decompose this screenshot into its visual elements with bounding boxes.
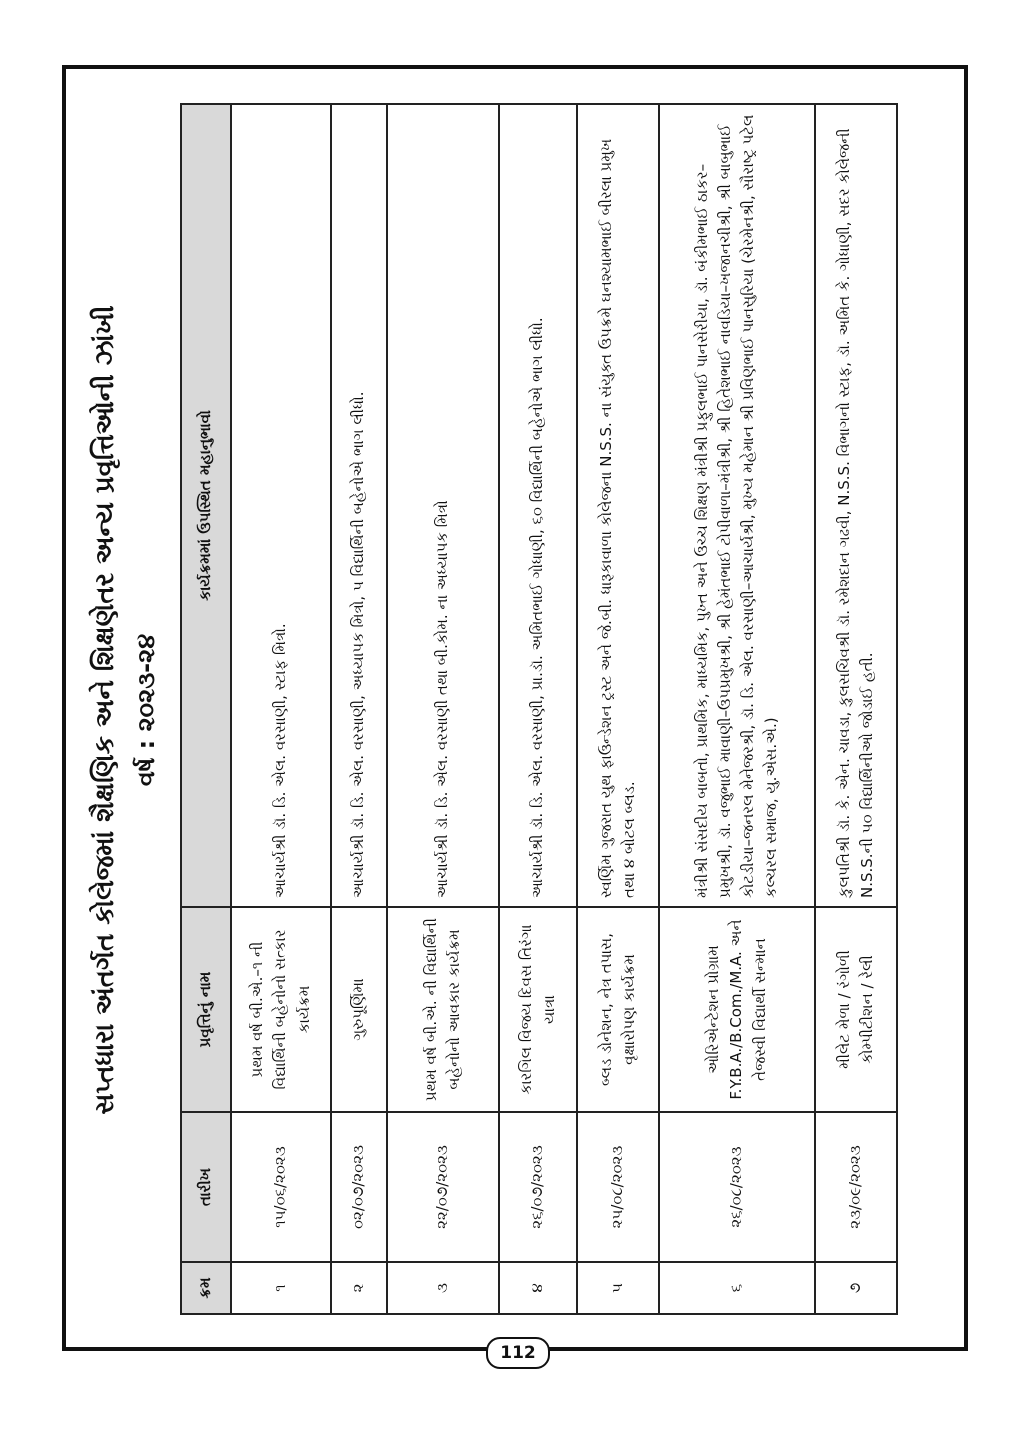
cell-activity: કારગિલ વિજય દિવસ તિરંગા યાત્રા — [499, 907, 577, 1112]
cell-date: ૧૫/૦૬/૨૦૨૩ — [231, 1112, 331, 1262]
cell-serial: ૧ — [231, 1262, 331, 1314]
cell-guests: કુલપતિશ્રી ડૉ. કે. એન. ચાવડા, કુલસચિવશ્રી ડૉ. રમેશદાન ગઢવી, N.S.S. વિભાગનો સ્ટાફ, ડૉ. અમિત કે. ગોધાણી, સદર કોલેજની N.S.S.ની ૫૦ વિદ્યાર્થિનીઓ જોડાઈ હતી. — [815, 104, 897, 907]
page-subtitle: વર્ષ : ૨૦૨૩-૨૪ — [132, 633, 160, 787]
cell-guests: મંત્રીશ્રી સંસદીય બાબતો, પ્રાથમિક, માધ્યમિક, પુખ્ત અને ઉચ્ચ શિક્ષણ મંત્રીશ્રી પ્રફુલભાઈ પાનસેરીયા, ડૉ. બંકીમભાઈ ઠાકર–પ્રમુખશ્રી, ડૉ. વજુભાઈ માવાણી–ઉપપ્રમુખશ્રી, શ્રી હેમંતભાઈ ટોપીવાળા–મંત્રીશ્રી, શ્રી હિતેશભાઈ નાવડિયા–ખજાનચીશ્રી, શ્રી બાબુભાઈ કોટડીયા–જનરલ મેનેજરશ્રી, ડૉ. ડિ. એલ. વરસાણી–આચાર્યશ્રી, મુખ્ય મહેમાન શ્રી પ્રવિણભાઈ પાનસુરિયા (ચેરમેનશ્રી, સૌરાષ્ટ્ર પટેલ કલ્ચરલ સમાજ, યુ.એસ.એ.) — [659, 104, 815, 907]
cell-serial: ૫ — [577, 1262, 659, 1314]
cell-serial: ૭ — [815, 1262, 897, 1314]
cell-activity: ઓરિએન્ટેશન પ્રોગ્રામ F.Y.B.A./B.Com./M.A. અને તેજસ્વી વિદ્યાર્થી સન્માન — [659, 907, 815, 1112]
header-guests: કાર્યક્રમમાં ઉપસ્થિત મહાનુભાવો — [181, 104, 231, 907]
table-row — [659, 104, 815, 1314]
header-serial: ક્રમ — [181, 1262, 231, 1314]
cell-guests: આચાર્યશ્રી ડૉ. ડિ. એલ. વરસાણી તથા બી.કોમ. ના અધ્યાપક મિત્રો — [387, 104, 499, 907]
cell-date: ૨૨/૦૭/૨૦૨૩ — [387, 1112, 499, 1262]
page-number-badge: 112 — [486, 1337, 550, 1369]
table-row — [231, 104, 331, 1314]
cell-activity: પ્રથમ વર્ષ બી.એ. ની વિદ્યાર્થિની બહેનોનો આવકાર કાર્યક્રમ — [387, 907, 499, 1112]
activities-table — [180, 103, 898, 1315]
cell-date: ૨૫/૦૮/૨૦૨૩ — [577, 1112, 659, 1262]
table-row — [387, 104, 499, 1314]
table-row — [815, 104, 897, 1314]
cell-date: ૨૬/૦૭/૨૦૨૩ — [499, 1112, 577, 1262]
table-header-row — [181, 104, 231, 1314]
table-row — [499, 104, 577, 1314]
page-title: સપ્તધારા અંતર્ગત કોલેજમાં શૈક્ષણિક અને શિક્ષણેતર અન્ય પ્રવૃત્તિઓની ઝાંખી — [90, 305, 120, 1115]
rotated-page-content — [62, 85, 922, 1335]
cell-date: ૨૬/૦૮/૨૦૨૩ — [659, 1112, 815, 1262]
cell-activity: ગુરુપૂર્ણિમા — [331, 907, 387, 1112]
cell-serial: ૩ — [387, 1262, 499, 1314]
cell-activity: બ્લડ ડોનેશન, નેત્ર તપાસ, વૃક્ષારોપણ કાર્યક્રમ — [577, 907, 659, 1112]
cell-serial: ૪ — [499, 1262, 577, 1314]
header-date: તારીખ — [181, 1112, 231, 1262]
cell-activity: પ્રથમ વર્ષ બી.એ.–૧ ની વિદ્યાર્થિની બહેનોનો સત્કાર કાર્યક્રમ — [231, 907, 331, 1112]
table-row — [331, 104, 387, 1314]
cell-guests: આચાર્યશ્રી ડૉ. ડિ. એલ. વરસાણી, સ્ટાફ મિત્રો. — [231, 104, 331, 907]
cell-date: ૦૨/૦૭/૨૦૨૩ — [331, 1112, 387, 1262]
cell-activity: મીલેટ મેળા / રંગોળી કોમ્પીટીશન / રેલી — [815, 907, 897, 1112]
cell-serial: ૬ — [659, 1262, 815, 1314]
header-activity: પ્રવૃત્તિનું નામ — [181, 907, 231, 1112]
cell-guests: આચાર્યશ્રી ડૉ. ડિ. એલ. વરસાણી, અધ્યાપક મિત્રો, ૫ વિદ્યાર્થિની બહેનોએ ભાગ લીધો. — [331, 104, 387, 907]
table-row — [577, 104, 659, 1314]
cell-date: ૨૩/૦૯/૨૦૨૩ — [815, 1112, 897, 1262]
cell-serial: ૨ — [331, 1262, 387, 1314]
cell-guests: સ્વર્ણિમ ગુજરાત યુથ ફાઉન્ડેશન ટ્રસ્ટ અને જે.બી. ધારૂકાવાળા કોલેજના N.S.S. ના સંયુક્ત ઉપક્રમે ઘનશ્યામભાઈ બીરલા પ્રમુખ તથા ૪ બોટલ બ્લડ. — [577, 104, 659, 907]
cell-guests: આચાર્યશ્રી ડૉ. ડિ. એલ. વરસાણી, પ્રા.ડૉ. અમિતભાઈ ગોધાણી, ૬૦ વિદ્યાર્થિની બહેનોએ ભાગ લીધો. — [499, 104, 577, 907]
